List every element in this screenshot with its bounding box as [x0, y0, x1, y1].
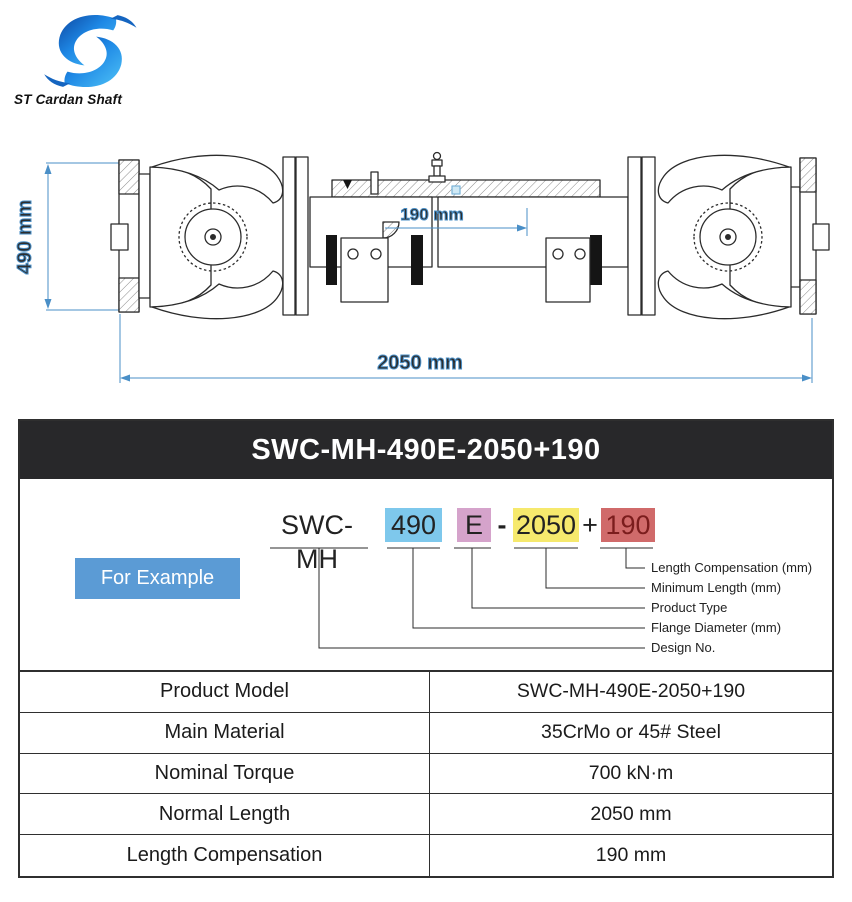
callout-label-design-no: Design No. — [651, 640, 716, 655]
token-dash: - — [497, 510, 507, 540]
token-design-prefix: SWC-MH — [281, 510, 353, 574]
left-end-flange — [111, 160, 150, 312]
callout-label-minimum-length: Minimum Length (mm) — [651, 580, 782, 595]
dimension-490 — [14, 163, 120, 310]
for-example-button[interactable]: For Example — [75, 558, 240, 599]
table-row-value: 190 mm — [595, 844, 667, 867]
brand-text: ST Cardan Shaft — [14, 92, 123, 107]
product-title-bar — [20, 421, 832, 479]
right-flange-pair — [628, 157, 655, 315]
dim-490-label: 490 mm — [14, 199, 36, 275]
right-end-flange — [800, 158, 829, 314]
table-row-value: 700 kN·m — [430, 754, 832, 795]
callout-label-product-type: Product Type — [651, 600, 728, 615]
left-universal-joint — [150, 155, 283, 318]
dimension-2050 — [120, 314, 812, 383]
token-flange-diameter: 490 — [385, 508, 442, 542]
spec-table — [20, 670, 832, 876]
shaft-tube — [310, 172, 628, 302]
right-universal-joint — [658, 155, 800, 318]
table-row-label: Normal Length — [20, 794, 430, 835]
table-row-label: Nominal Torque — [20, 754, 430, 795]
dim-190-label: 190 mm — [400, 205, 464, 224]
table-row-label: Length Compensation — [20, 835, 430, 876]
token-length-compensation: 190 — [601, 508, 655, 542]
dim-2050-label: 2050 mm — [377, 352, 463, 374]
table-row-label: Main Material — [20, 713, 430, 754]
spec-card — [18, 419, 834, 878]
table-row-value: SWC-MH-490E-2050+190 — [430, 672, 832, 713]
technical-drawing — [0, 140, 852, 410]
logo-swoosh-icon — [30, 8, 148, 94]
callout-label-length-compensation: Length Compensation (mm) — [651, 560, 813, 575]
callout-label-flange-diameter: Flange Diameter (mm) — [651, 620, 782, 635]
table-row-label: Product Model — [20, 672, 430, 713]
token-plus: + — [582, 510, 598, 540]
table-row-value: 35CrMo or 45# Steel — [430, 713, 832, 754]
logo — [12, 6, 162, 108]
table-row-value: 2050 mm — [430, 794, 832, 835]
token-product-type: E — [457, 508, 491, 542]
left-flange-pair — [283, 157, 308, 315]
token-minimum-length: 2050 — [513, 508, 579, 542]
product-title: SWC-MH-490E-2050+190 — [251, 433, 601, 466]
